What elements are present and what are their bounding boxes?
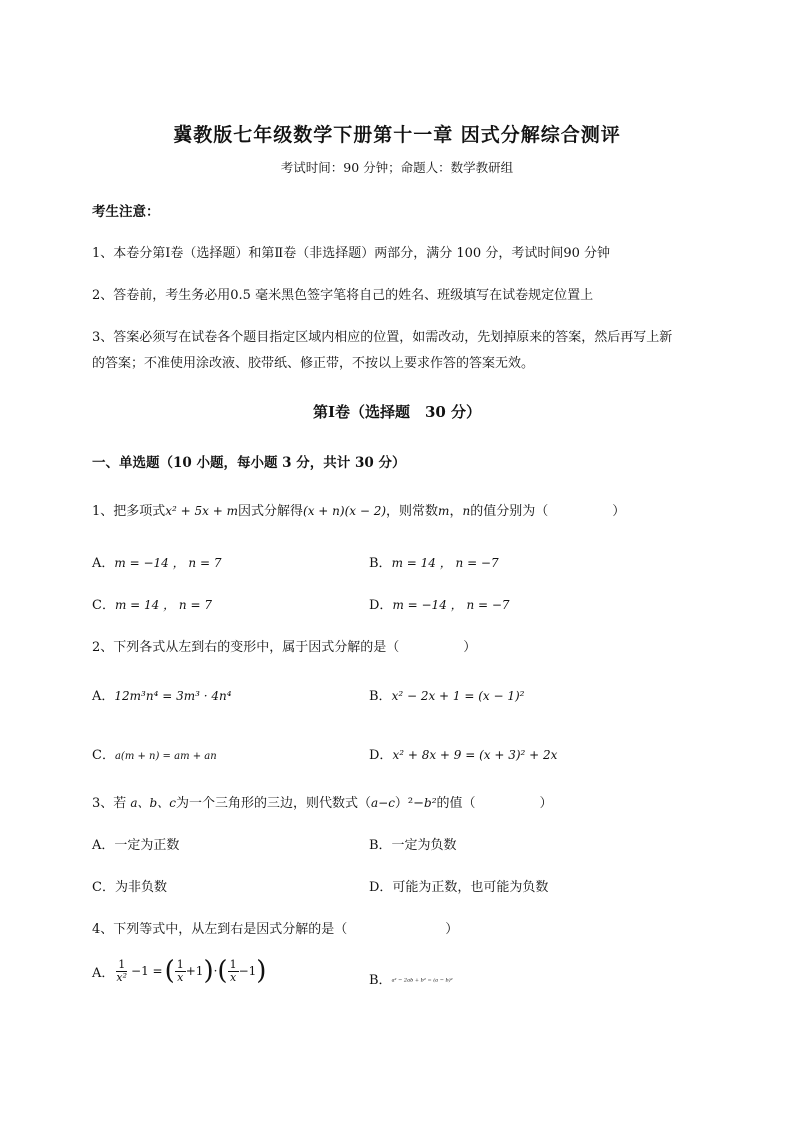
question-1-mid: 因式分解得 (238, 504, 304, 519)
question-1-polynomial: x² + 5x + m (165, 504, 239, 518)
question-1-suffix: ，则常数 (386, 504, 439, 519)
q1-option-d (369, 594, 510, 613)
option-label: B． (369, 556, 392, 571)
question-1-var-m: m (438, 504, 450, 518)
question-4-stem: 4、下列等式中，从左到右是因式分解的是（ (92, 922, 348, 937)
q1-option-b (369, 552, 499, 571)
numerator: 1 (229, 957, 237, 971)
q3-option-b: B．一定为负数 (369, 838, 457, 853)
question-1 (92, 500, 625, 519)
question-4-close: ） (445, 922, 459, 937)
denominator: x² (116, 970, 128, 984)
q2-option-a (92, 685, 232, 704)
q2-option-d (369, 744, 557, 763)
math-text: −1 (238, 964, 257, 978)
denominator: x (177, 970, 184, 984)
notice-item-3-line-1: 3、答案必须写在试卷各个题目指定区域内相应的位置，如需改动，先划掉原来的答案，然后再写上新 (92, 330, 673, 345)
denominator: x (229, 970, 237, 984)
notice-item-1: 1、本卷分第Ⅰ卷（选择题）和第Ⅱ卷（非选择题）两部分，满分 100 分，考试时间90 分钟 (92, 246, 610, 261)
q1-option-c (92, 594, 212, 613)
question-4 (92, 918, 458, 937)
option-label: B． (369, 689, 392, 704)
q4-option-a (92, 958, 266, 984)
option-label: A． (92, 689, 115, 704)
numerator: 1 (118, 957, 126, 971)
question-1-var-n: n (462, 504, 471, 518)
q1-option-a (92, 552, 221, 571)
option-label: A． (92, 965, 115, 981)
left-paren: ( (217, 956, 228, 986)
option-math: x² + 8x + 9 = (x + 3)² + 2x (392, 748, 558, 762)
question-2 (92, 636, 476, 655)
option-math: 12m³n⁴ = 3m³ · 4n⁴ (114, 689, 232, 703)
notice-heading: 考生注意： (92, 204, 160, 220)
right-paren: ) (256, 956, 267, 986)
option-label: C． (92, 748, 115, 763)
question-1-ask: 的值分别为（ (470, 504, 549, 519)
question-3-expr: a−c (370, 796, 395, 810)
question-1-factored: (x + n)(x − 2) (303, 504, 387, 518)
option-math: x² − 2x + 1 = (x − 1)² (391, 689, 525, 703)
option-math: m = 14 ， n = −7 (391, 556, 499, 570)
section-heading: 一、单选题（10 小题，每小题 3 分，共计 30 分） (92, 455, 406, 471)
fraction (175, 959, 186, 983)
notice-item-2: 2、答卷前，考生务必用0.5 毫米黑色签字笔将自己的姓名、班级填写在试卷规定位置上 (92, 288, 594, 303)
question-3-vars: a、b、c (130, 796, 176, 810)
question-3-prefix: 3、若 (92, 796, 131, 811)
page-title: 冀教版七年级数学下册第十一章 因式分解综合测评 (173, 124, 621, 146)
right-paren: ) (203, 956, 214, 986)
option-math: m = 14 ， n = 7 (114, 598, 212, 612)
q3-option-a: A．一定为正数 (92, 838, 180, 853)
part-1-title: 第Ⅰ卷（选择题 30 分） (312, 403, 482, 421)
question-2-stem: 2、下列各式从左到右的变形中，属于因式分解的是（ (92, 640, 400, 655)
option-label: C． (92, 598, 115, 613)
numerator: 1 (176, 957, 184, 971)
math-text: · (213, 964, 218, 978)
left-paren: ( (164, 956, 175, 986)
math-text: +1 (185, 964, 204, 978)
option-label: A． (92, 556, 115, 571)
option-label: D． (369, 748, 393, 763)
option-label: D． (369, 598, 393, 613)
option-math: m = −14 ， n = −7 (392, 598, 510, 612)
fraction (114, 959, 129, 983)
question-3-tail: ）²− (394, 796, 425, 811)
exam-info: 考试时间：90 分钟；命题人：数学教研组 (280, 160, 514, 175)
q2-option-c (92, 744, 217, 763)
fraction (228, 959, 239, 983)
q3-option-d: D．可能为正数，也可能为负数 (369, 880, 549, 895)
question-3-suffix: 的值（ (436, 796, 476, 811)
q4-option-b (369, 969, 453, 988)
question-3 (92, 792, 553, 811)
option-math: m = −14 ， n = 7 (114, 556, 222, 570)
question-3-b2: b² (424, 796, 437, 810)
question-3-mid: 为一个三角形的三边，则代数式（ (175, 796, 371, 811)
option-label: B． (369, 973, 392, 988)
question-3-close: ） (539, 796, 553, 811)
question-2-close: ） (463, 640, 477, 655)
q3-option-c: C．为非负数 (92, 880, 167, 895)
question-1-comma: ， (449, 504, 463, 519)
q2-option-b (369, 685, 525, 704)
math-text: −1 = (131, 964, 163, 978)
notice-item-3-line-2: 的答案；不准使用涂改液、胶带纸、修正带，不按以上要求作答的答案无效。 (92, 356, 535, 371)
question-1-close: ） (612, 504, 626, 519)
option-math: a² − 2ab + b² = (a − b)² (391, 977, 453, 984)
question-1-prefix: 1、把多项式 (92, 504, 166, 519)
option-math: a(m + n) = am + an (114, 751, 217, 762)
